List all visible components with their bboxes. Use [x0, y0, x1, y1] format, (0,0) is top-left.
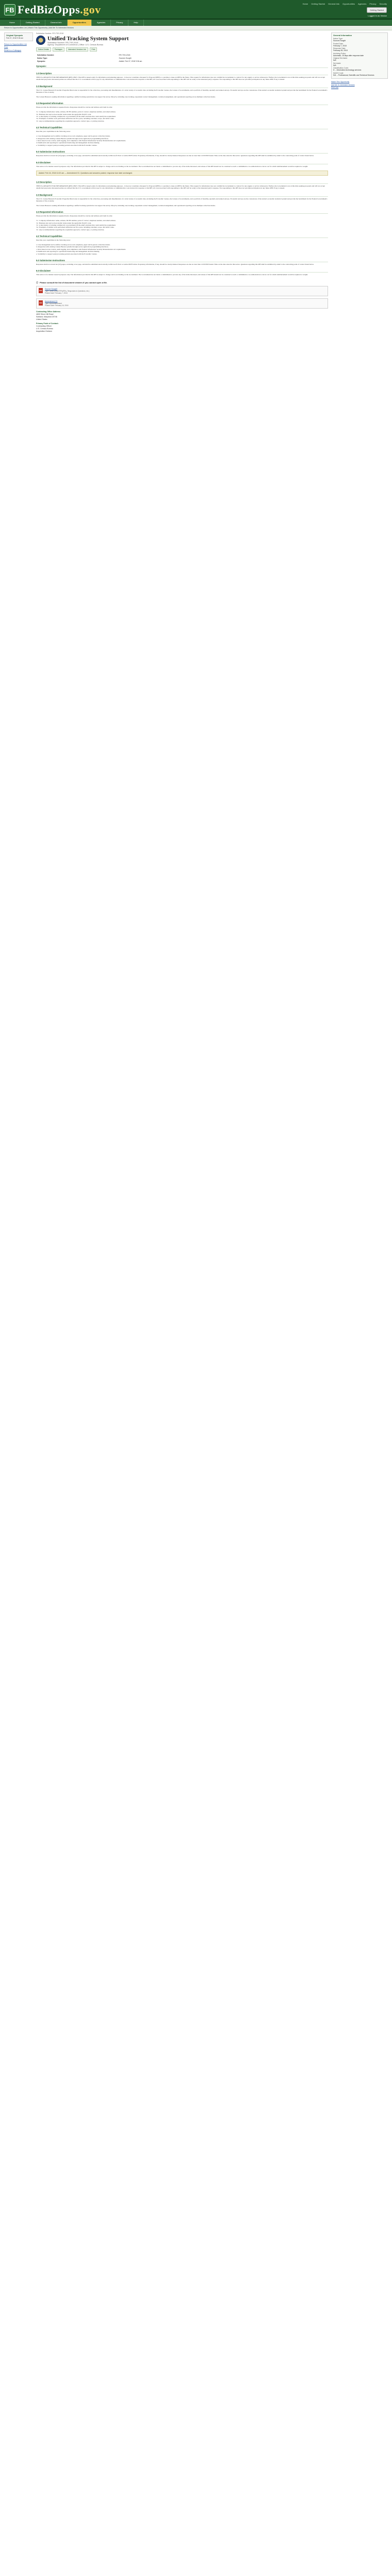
logo-suffix: .gov	[80, 3, 101, 16]
general-info-title: General Information	[333, 35, 352, 37]
section-heading: 5.0 Submission Instructions	[36, 259, 328, 262]
section-heading: 1.0 Description	[36, 72, 328, 75]
logo-mark: FB	[4, 4, 15, 15]
original-synopsis-box	[4, 32, 33, 41]
main-nav	[0, 20, 392, 26]
info-value: February 28, 2018	[333, 49, 348, 52]
info-row	[333, 62, 386, 66]
poc-line: Contracting Officer	[36, 325, 52, 327]
left-column	[4, 32, 33, 333]
info-row	[333, 38, 386, 42]
address-line: 4600 Silver Hill Road	[36, 313, 54, 315]
addendum-bar: Added: Feb 16, 2018 11:02 am — Amendment 01: Questions and answers posted; response due date unchanged.	[36, 171, 328, 176]
amendment-sections	[36, 178, 328, 277]
attachment-text	[45, 288, 89, 294]
section-body: Please provide the information requested below. Responses should be concise and address each item in order. 3.1 Company information: name, address, DUNS number, point of contact, telephone number, and email address. 3.2 Business size and socioeconomic status under the applicable NAICS code. 3.3 A description of existing commercial or government off-the-shelf solutions that could satisfy the requirement. 3.4 Examples of similar work performed within the last five years, including customer, scope, and dollar value. 3.5 Any recommendations regarding the acquisition approach, contract type, or pricing structure.	[36, 215, 116, 231]
meta-row	[36, 60, 328, 63]
attachment-type: Type: Mod/Amendment	[45, 302, 62, 304]
info-value: N/A	[333, 59, 336, 61]
nav-item[interactable]: General Info	[45, 20, 68, 26]
action-tabs	[36, 47, 328, 52]
rfi-section	[36, 99, 328, 123]
left-link[interactable]: Return to Opportunities List	[4, 43, 27, 45]
info-key: NAICS Code:	[333, 72, 344, 74]
info-key: Classification Code:	[333, 67, 349, 69]
nav-item[interactable]: Getting Started	[21, 20, 45, 26]
attachment-type: Type: Other (Draft RFPs/RFIs, Responses to Questions, etc.)	[45, 290, 90, 292]
title-row	[36, 36, 328, 46]
attachment-name[interactable]: Amendment 01	[45, 300, 58, 302]
meta-value: RFI-TSS-2018	[119, 54, 130, 56]
header-link[interactable]: Home	[302, 3, 308, 5]
header-link[interactable]: Privacy	[369, 3, 377, 5]
section-body: Responses shall not exceed ten (10) pages, excluding cover page, and shall be submitted electronically in Microsoft Word or Adobe PDF format. Proprietary information, if any, should be clearly marked. Responses are due no later than 12:00 PM Eastern Time on the date stated in this notice. Questions regarding this RFI shall be submitted by email to the contracting point of contact listed below.	[36, 155, 314, 157]
rfi-section	[36, 232, 328, 256]
info-value: D -- Information technology services	[333, 69, 362, 71]
right-boxes	[331, 32, 388, 79]
info-key: Set Aside:	[333, 62, 341, 64]
notice-meta-table	[36, 54, 328, 63]
file-icon: PDF	[39, 300, 43, 306]
meta-value: Added: Feb 07, 2018 9:36 am	[119, 60, 142, 62]
info-row	[333, 53, 386, 57]
header-link[interactable]: Opportunities	[342, 3, 355, 5]
attachments-list	[36, 286, 328, 309]
right-link[interactable]: Print Link	[331, 87, 339, 89]
section-heading: 1.0 Description	[36, 181, 328, 184]
logo-text	[18, 3, 101, 16]
agency-line: Agency: Department of Commerce | Office: U.S. Census Bureau	[47, 44, 104, 46]
action-tab[interactable]: Notice Details	[36, 47, 51, 52]
office-address-head: Contracting Office Address:	[36, 310, 61, 313]
rfi-section	[36, 158, 328, 168]
action-tab[interactable]: Print	[90, 47, 97, 52]
meta-key: Synopsis:	[37, 60, 46, 62]
nav-item[interactable]: Privacy	[111, 20, 128, 26]
contact-block	[36, 311, 328, 333]
poc-head: Primary Point of Contact.:	[36, 322, 59, 325]
rfi-section	[36, 191, 328, 208]
section-heading: 2.0 Background	[36, 194, 328, 197]
info-row	[333, 72, 386, 76]
info-key: Archiving Policy:	[333, 52, 346, 55]
synopsis-label: Synopsis:	[36, 65, 328, 68]
header-links	[303, 3, 387, 5]
original-synopsis-date: Feb 07, 2018 9:36 am	[6, 37, 24, 39]
section-body: This notice is for market research purposes only. The information provided in this RFI is subject to change and is not binding on the Government. The Government has not made a commitment to procure any of the items discussed, and release of this RFI should not be construed as such a commitment or as authorization to incur cost for which reimbursement would be required or sought.	[36, 274, 308, 276]
nav-item[interactable]: Home	[4, 20, 21, 26]
section-body: Describe your capabilities in the following areas: a. Case management and workflow tracking across web, telephone, paper and in-person collection modes. b. Integration with existing Census Bureau systems through secure application programming interfaces. c. Role-based access control, audit logging, and compliance with Federal Information Security Modernization Act requirements. d. Dashboards and reporting for operational monitoring and management decision making. e. Scalability to support peak processing periods associated with the Economic Census.	[36, 130, 126, 146]
solicitation-number: Solicitation Number: RFI-TSS-2018	[47, 42, 78, 44]
meta-key: Solicitation Number:	[37, 54, 55, 56]
right-links	[331, 81, 388, 89]
section-heading: 6.0 Disclaimer	[36, 269, 328, 273]
logo-name: FedBizOpps	[18, 3, 80, 16]
action-tab[interactable]: Packages	[53, 47, 64, 52]
right-link[interactable]: Add Me To Interested Vendors	[331, 83, 355, 86]
info-value: Automatic, 15 days after response date	[333, 54, 364, 57]
right-column	[331, 32, 388, 333]
section-heading: 3.0 Requested Information	[36, 102, 328, 105]
site-logo[interactable]	[4, 3, 101, 16]
file-icon: PDF	[39, 288, 43, 293]
breadcrumb: Solicitation Number: RFI-TSS-2018	[36, 32, 64, 35]
rfi-section	[36, 266, 328, 277]
nav-item[interactable]: Help	[128, 20, 143, 26]
getting-started-button[interactable]: Getting Started	[367, 7, 387, 13]
sub-nav	[0, 26, 392, 30]
title-block	[47, 36, 129, 46]
page-title: Unified Tracking System Support	[47, 36, 129, 42]
section-heading: 6.0 Disclaimer	[36, 161, 328, 164]
poc-line: U.S. Census Bureau	[36, 327, 53, 330]
meta-value: Sources Sought	[119, 57, 132, 59]
general-info-box	[331, 32, 388, 79]
header-link[interactable]: General Info	[328, 3, 340, 5]
page-body	[0, 30, 392, 333]
header-link[interactable]: Getting Started	[311, 3, 325, 5]
nav-item[interactable]: Agencies	[92, 20, 111, 26]
info-value: February 7, 2018	[333, 44, 347, 47]
rfi-section	[36, 208, 328, 232]
section-heading: 4.0 Technical Capabilities	[36, 126, 328, 129]
site-header	[0, 0, 392, 20]
section-body: Please provide the information requested below. Responses should be concise and address each item in order. 3.1 Company information: name, address, DUNS number, point of contact, telephone number, and email address. 3.2 Business size and socioeconomic status under the applicable NAICS code. 3.3 A description of existing commercial or government off-the-shelf solutions that could satisfy the requirement. 3.4 Examples of similar work performed within the last five years, including customer, scope, and dollar value. 3.5 Any recommendations regarding the acquisition approach, contract type, or pricing structure.	[36, 106, 116, 122]
rfi-section	[36, 178, 328, 191]
section-body: Describe your capabilities in the following areas: a. Case management and workflow tracking across web, telephone, paper and in-person collection modes. b. Integration with existing Census Bureau systems through secure application programming interfaces. c. Role-based access control, audit logging, and compliance with Federal Information Security Modernization Act requirements. d. Dashboards and reporting for operational monitoring and management decision making. e. Scalability to support peak processing periods associated with the Economic Census.	[36, 239, 126, 255]
header-right	[303, 3, 387, 17]
section-heading: 4.0 Technical Capabilities	[36, 235, 328, 238]
sub-nav-text[interactable]: Return to Opportunities List | Watch This Opportunity | Add Me To Interested Vendors	[4, 27, 74, 29]
info-key: Posted Date:	[333, 42, 344, 45]
rfi-section	[36, 69, 328, 82]
right-link[interactable]: Watch This Opportunity	[331, 81, 350, 83]
attachments-head	[36, 281, 328, 284]
attachment-item	[36, 286, 328, 296]
info-key: Response Date:	[333, 47, 346, 49]
main-column	[36, 32, 328, 333]
section-body: THIS IS A REQUEST FOR INFORMATION (RFI) ONLY. This RFI is issued solely for information and planning purposes - it does not constitute a Request for Proposal (RFP) or a promise to issue an RFP in the future. This request for information does not commit the Government to contract for any supply or service whatsoever. Further, the Government is not at this time seeking proposals and will not accept unsolicited proposals. Interested parties are advised that the U.S. Government will not pay for any information or administrative costs incurred in response to this RFI; all costs associated with responding to this RFI will be solely at the interested party's expense. Not responding to this RFI does not preclude participation in any future RFP, if any is issued.	[36, 184, 325, 190]
attachment-date: Posted Date: February 16, 2018	[45, 304, 69, 307]
section-heading: 2.0 Background	[36, 85, 328, 88]
header-user: Logged in as Vendor	[368, 14, 387, 17]
attachment-text	[45, 300, 68, 307]
nav-item[interactable]: Opportunities	[68, 20, 92, 26]
section-body: This notice is for market research purposes only. The information provided in this RFI is subject to change and is not binding on the Government. The Government has not made a commitment to procure any of the items discussed, and release of this RFI should not be construed as such a commitment or as authorization to incur cost for which reimbursement would be required or sought.	[36, 165, 308, 167]
section-body: THIS IS A REQUEST FOR INFORMATION (RFI) ONLY. This RFI is issued solely for information and planning purposes - it does not constitute a Request for Proposal (RFP) or a promise to issue an RFP in the future. This request for information does not commit the Government to contract for any supply or service whatsoever. Further, the Government is not at this time seeking proposals and will not accept unsolicited proposals. Interested parties are advised that the U.S. Government will not pay for any information or administrative costs incurred in response to this RFI; all costs associated with responding to this RFI will be solely at the interested party's expense. Not responding to this RFI does not preclude participation in any future RFP, if any is issued.	[36, 76, 325, 81]
attachment-date: Posted Date: February 7, 2018	[45, 292, 68, 294]
info-value: Sources Sought	[333, 40, 346, 42]
rfi-section	[36, 123, 328, 147]
address-line: United States	[36, 318, 47, 320]
header-link[interactable]: Agencies	[357, 3, 367, 5]
left-link[interactable]: Print	[4, 46, 8, 48]
header-link[interactable]: Security	[379, 3, 387, 5]
attachments-note[interactable]: Please consult the list of document viewers if you cannot open a file.	[40, 281, 107, 284]
attachment-item	[36, 298, 328, 309]
info-value: N/A	[333, 64, 336, 66]
attachment-name[interactable]: Source Sought	[45, 287, 57, 290]
meta-key: Notice Type:	[37, 57, 48, 59]
info-row	[333, 67, 386, 71]
agency-seal-icon	[36, 36, 45, 45]
info-icon: ⓘ	[36, 281, 38, 284]
address-line: Suitland, Maryland 20746	[36, 315, 57, 318]
section-body: The U.S. Census Bureau's Economic Programs Directorate is responsible for the collection, processing and dissemination of a wide variety of economic data, including the Economic Census, the Census of Governments, and a portfolio of monthly, quarterly and annual surveys. Economic surveys are the cornerstone of the nation's economic statistical system and provide the benchmark for the Federal Government's measures of the economy. The Census Bureau is seeking information regarding a unified tracking system that can support the survey lifecycle, including case tracking, respondent contact management, workload assignment, and operational reporting across multiple collection modes.	[36, 197, 328, 207]
rfi-section	[36, 147, 328, 158]
section-body: Responses shall not exceed ten (10) pages, excluding cover page, and shall be submitted electronically in Microsoft Word or Adobe PDF format. Proprietary information, if any, should be clearly marked. Responses are due no later than 12:00 PM Eastern Time on the date stated in this notice. Questions regarding this RFI shall be submitted by email to the contracting point of contact listed below.	[36, 263, 314, 266]
section-body: The U.S. Census Bureau's Economic Programs Directorate is responsible for the collection, processing and dissemination of a wide variety of economic data, including the Economic Census, the Census of Governments, and a portfolio of monthly, quarterly and annual surveys. Economic surveys are the cornerstone of the nation's economic statistical system and provide the benchmark for the Federal Government's measures of the economy. The Census Bureau is seeking information regarding a unified tracking system that can support the survey lifecycle, including case tracking, respondent contact management, workload assignment, and operational reporting across multiple collection modes.	[36, 89, 328, 98]
info-key: Original Set Aside:	[333, 57, 348, 59]
info-key: Notice Type:	[333, 38, 343, 40]
left-links	[4, 43, 33, 52]
info-value: 541 -- Professional, Scientific and Technical Services	[333, 74, 374, 76]
original-synopsis-label: Original Synopsis	[6, 35, 23, 37]
info-row	[333, 43, 386, 47]
section-heading: 3.0 Requested Information	[36, 211, 328, 214]
section-heading: 5.0 Submission Instructions	[36, 150, 328, 154]
rfi-section	[36, 256, 328, 266]
rfi-section	[36, 82, 328, 99]
action-tab[interactable]: Interested Vendors List	[66, 47, 88, 52]
left-link[interactable]: Email to a Colleague	[4, 49, 22, 52]
poc-line: Acquisition Division	[36, 330, 52, 332]
synopsis-sections	[36, 69, 328, 168]
